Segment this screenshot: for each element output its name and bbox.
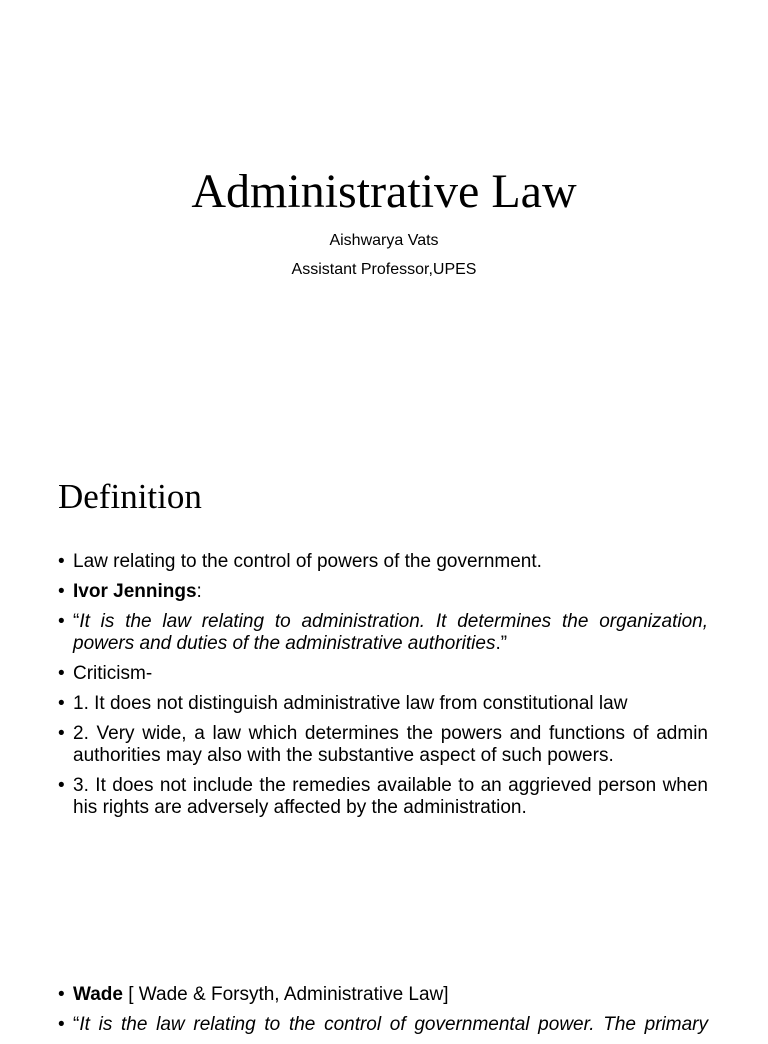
bullet-list: [58, 551, 708, 827]
bullet-bold-label: Ivor Jennings: [73, 581, 197, 602]
bullet-item-quote: [58, 1014, 708, 1036]
quote-text: It is the law relating to administration. It determines the organization, powers and duties of the administrative authorities: [73, 611, 708, 654]
bullet-bold-label: Wade: [73, 984, 123, 1005]
bullet-item: [58, 984, 708, 1006]
slide-heading: Definition: [58, 477, 202, 516]
definition-slide: [0, 432, 768, 864]
bullet-item: [58, 693, 708, 715]
author-name: Aishwarya Vats: [329, 232, 439, 249]
bullet-text: 1. It does not distinguish administrative law from constitutional law: [73, 693, 628, 714]
bullet-text: Law relating to the control of powers of the government.: [73, 551, 542, 572]
bullet-item: [58, 663, 708, 685]
bullet-item: [58, 551, 708, 573]
bullet-list: [58, 984, 708, 1044]
close-quote: .”: [495, 633, 508, 654]
bullet-text: Criticism-: [73, 663, 153, 684]
quote-text: It is the law relating to the control of governmental power. The primary: [79, 1014, 708, 1035]
subtitle-block: [0, 226, 768, 284]
bullet-text: 3. It does not include the remedies available to an aggrieved person when his rights are adversely affected by the administration.: [73, 775, 708, 818]
bullet-text: 2. Very wide, a law which determines the powers and functions of admin authorities may also with the substantive aspect of such powers.: [73, 723, 708, 766]
bullet-item-quote: [58, 611, 708, 655]
author-affiliation: Assistant Professor,UPES: [291, 261, 477, 278]
bullet-item: [58, 723, 708, 767]
wade-slide: [0, 864, 768, 1035]
presentation-title: Administrative Law: [191, 165, 577, 218]
open-quote: “: [73, 611, 80, 632]
bullet-text: :: [196, 581, 202, 602]
title-slide: [0, 0, 768, 432]
bullet-item: [58, 581, 708, 603]
open-quote: “: [73, 1014, 80, 1035]
bullet-text: [ Wade & Forsyth, Administrative Law]: [122, 984, 449, 1005]
bullet-item: [58, 775, 708, 819]
